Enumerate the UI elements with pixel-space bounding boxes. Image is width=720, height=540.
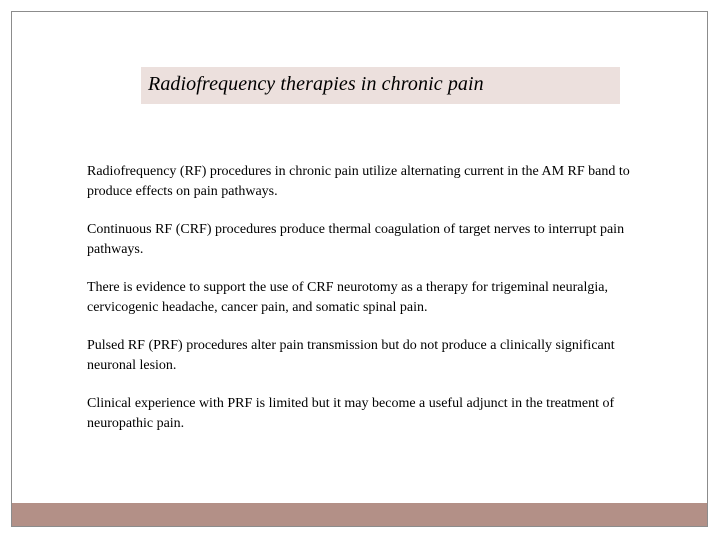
slide-body (87, 162, 632, 452)
paragraph-prf-experience: Clinical experience with PRF is limited but it may become a useful adjunct in the treatment of neuropathic pain. (87, 396, 615, 431)
paragraph-rf-procedures: Radiofrequency (RF) procedures in chronic pain utilize alternating current in the AM RF band to produce effects on pain pathways. (87, 164, 630, 199)
title-box (141, 67, 620, 104)
footer-bar (12, 503, 707, 526)
slide-title: Radiofrequency therapies in chronic pain (148, 73, 484, 95)
paragraph-continuous-rf: Continuous RF (CRF) procedures produce thermal coagulation of target nerves to interrupt pain pathways. (87, 222, 625, 257)
paragraph-pulsed-rf: Pulsed RF (PRF) procedures alter pain transmission but do not produce a clinically significant neuronal lesion. (87, 338, 615, 373)
paragraph-crf-evidence: There is evidence to support the use of CRF neurotomy as a therapy for trigeminal neuralgia, cervicogenic headache, cancer pain, and somatic spinal pain. (87, 280, 608, 315)
